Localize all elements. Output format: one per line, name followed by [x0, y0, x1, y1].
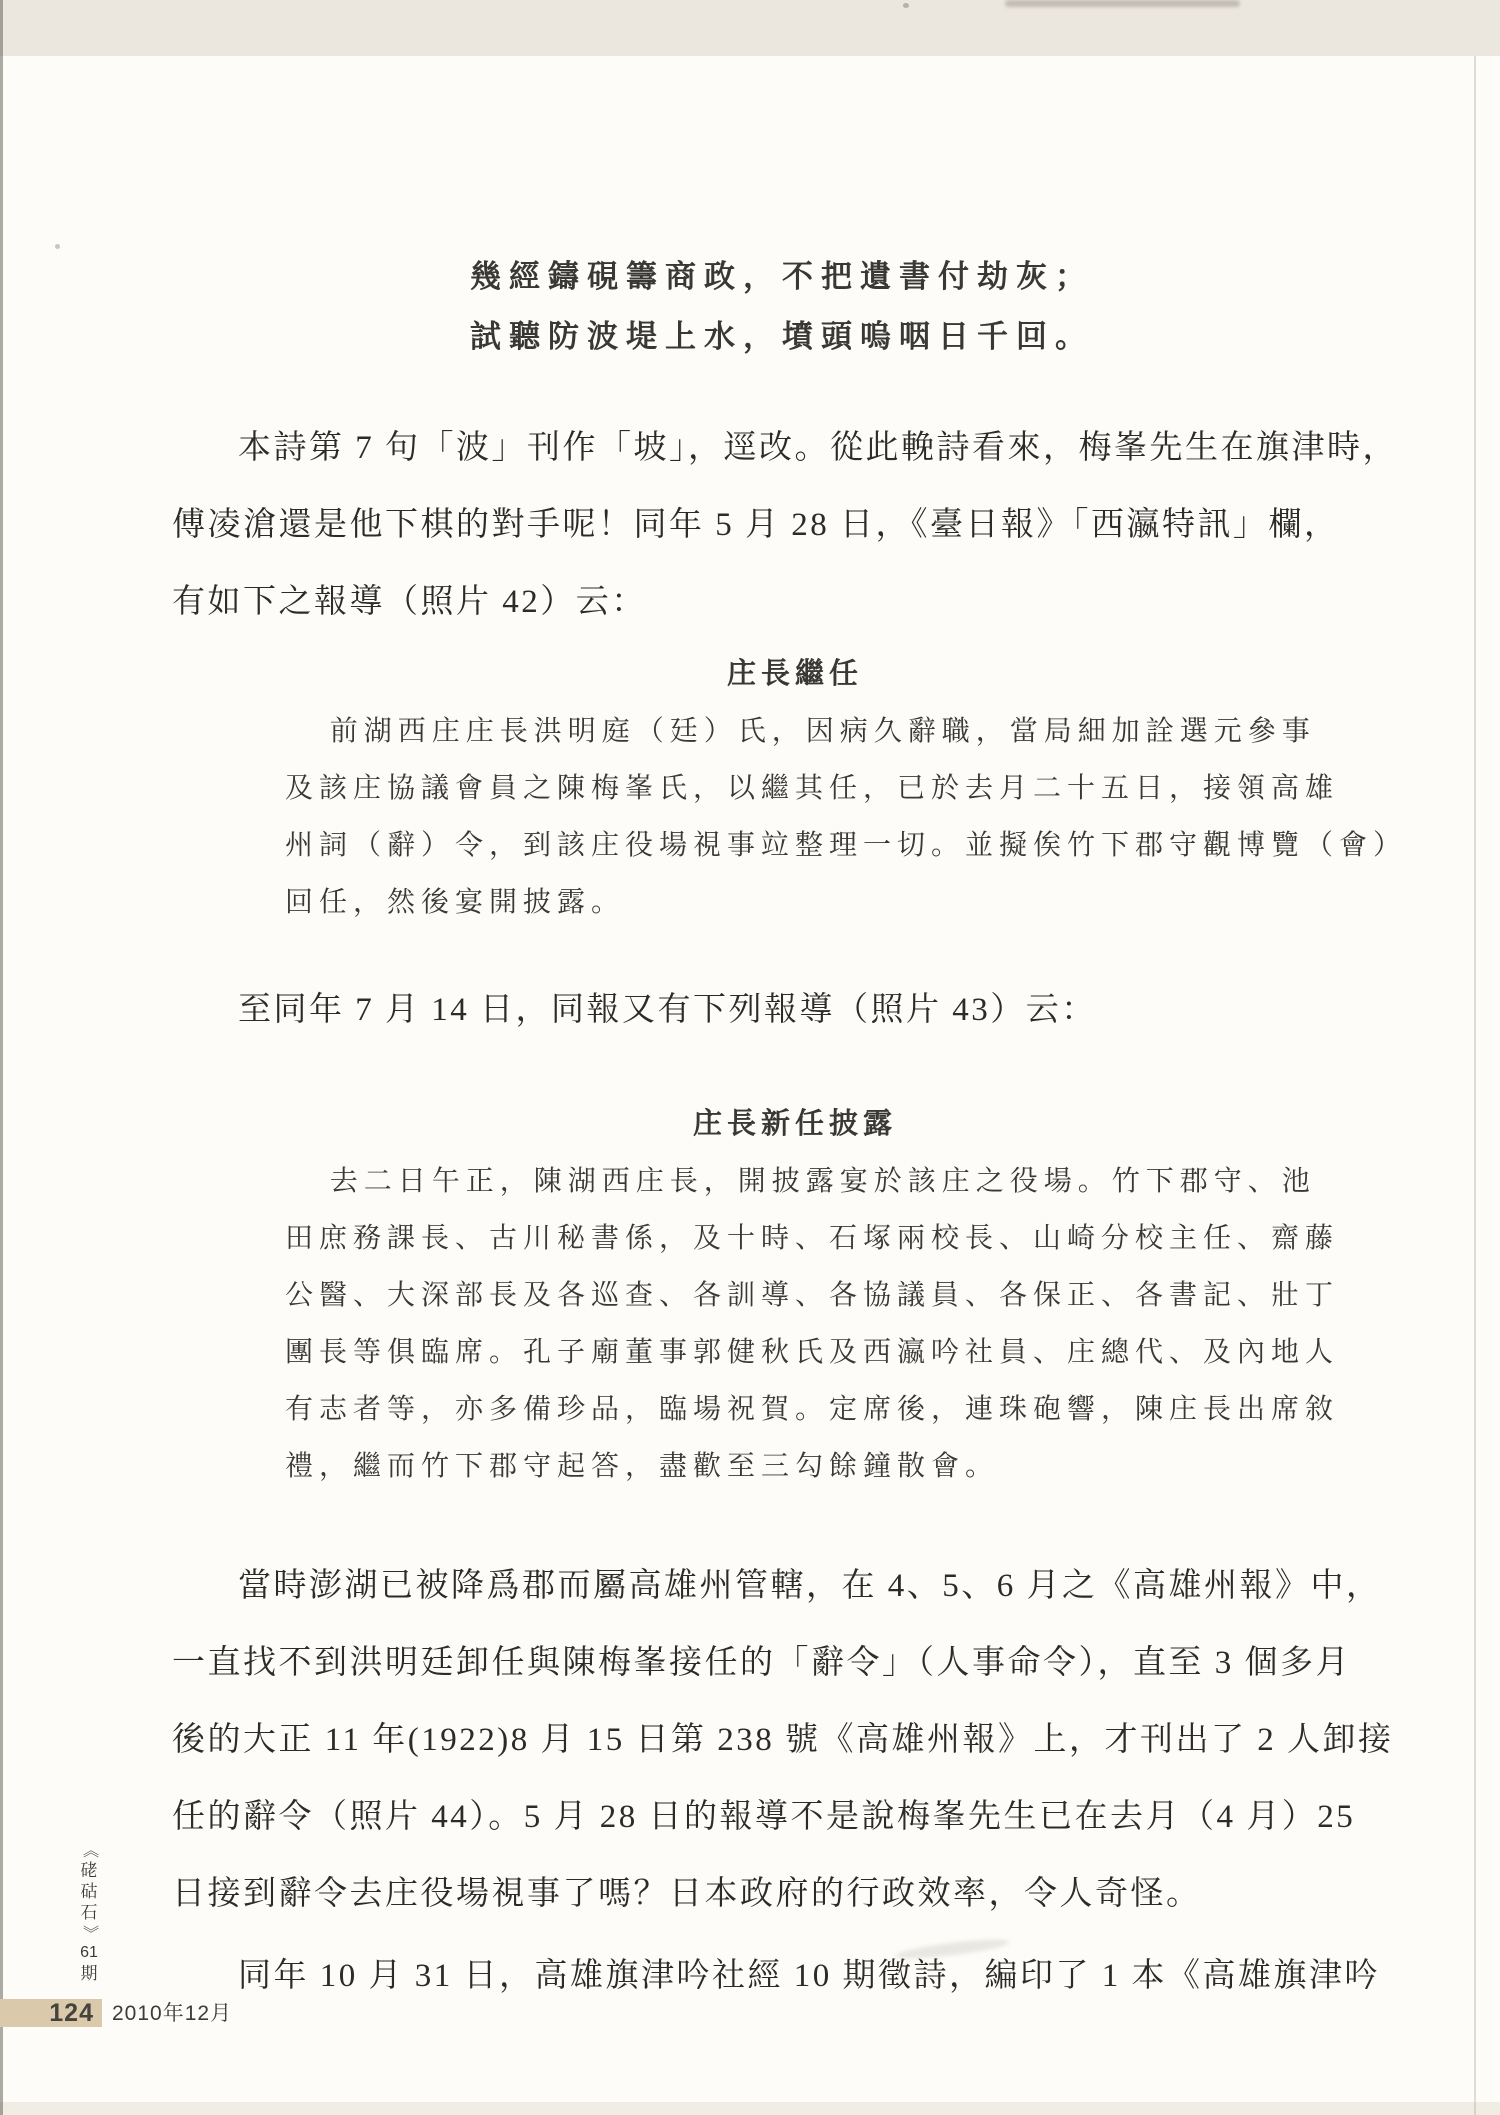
- journal-title-open-bracket: 《: [80, 1841, 98, 1859]
- journal-title-char: 石: [80, 1903, 98, 1922]
- poem-couplet: [470, 247, 1170, 367]
- body-text-line: 本詩第 7 句「波」刊作「坡」，逕改。從此輓詩看來，梅峯先生在旗津時，: [238, 430, 1398, 466]
- body-text-line: 當時澎湖已被降爲郡而屬高雄州管轄，在 4、5、6 月之《高雄州報》中，: [238, 1568, 1382, 1604]
- paragraph-3: [172, 1938, 1387, 2015]
- quote-text-line: 州詞（辭）令，到該庄役場視事竝整理一切。並擬俟竹下郡守觀博覽（會）: [285, 828, 1408, 861]
- body-text-line: 至同年 7 月 14 日，同報又有下列報導（照片 43）云：: [238, 992, 1097, 1028]
- scan-dot-margin: [55, 244, 60, 249]
- scan-smudge-top: [1005, 0, 1240, 7]
- poem-line: 幾經鑄硯籌商政，不把遺書付劫灰；: [470, 259, 1094, 295]
- quote-heading: 庄長繼任: [726, 656, 863, 690]
- quoted-report-2: [285, 1095, 1340, 1494]
- paragraph-2: [172, 1548, 1394, 1933]
- journal-title-char: 硓: [80, 1861, 98, 1880]
- body-text-line: 同年 10 月 31 日，高雄旗津吟社經 10 期徵詩，編印了 1 本《高雄旗津吟: [238, 1958, 1380, 1994]
- journal-issue-number: 61: [80, 1944, 98, 1961]
- scan-bottom-band: [0, 2102, 1500, 2115]
- page-number-badge: 124: [0, 1999, 102, 2027]
- scan-top-band: [0, 0, 1500, 56]
- issue-date: 2010年12月: [112, 2002, 233, 2025]
- journal-title-char: 𥑮: [80, 1882, 98, 1901]
- paragraph-1: [172, 410, 1398, 641]
- quote-text-line: 團長等俱臨席。孔子廟董事郭健秋氏及西瀛吟社員、庄總代、及內地人: [285, 1335, 1340, 1368]
- quote-body: [285, 1152, 1340, 1494]
- quote-text-line: 禮，繼而竹下郡守起答，盡歡至三勾餘鐘散會。: [285, 1449, 1000, 1482]
- paragraph-transition: [172, 972, 1387, 1049]
- quote-text-line: 及該庄協議會員之陳梅峯氏，以繼其任，已於去月二十五日，接領高雄: [285, 771, 1340, 804]
- quote-text-line: 公醫、大深部長及各巡查、各訓導、各協議員、各保正、各書記、壯丁: [285, 1278, 1340, 1311]
- scan-dot-top: [903, 3, 909, 8]
- body-text-line: 日接到辭令去庄役場視事了嗎？日本政府的行政效率，令人奇怪。: [172, 1876, 1202, 1912]
- poem-line: 試聽防波堤上水，墳頭嗚咽日千回。: [470, 319, 1094, 355]
- quote-text-line: 前湖西庄庄長洪明庭（廷）氏，因病久辭職，當局細加詮選元參事: [329, 714, 1316, 747]
- body-text-line: 傅凌滄還是他下棋的對手呢！同年 5 月 28 日，《臺日報》「西瀛特訊」欄，: [172, 507, 1340, 543]
- quoted-report-1: [285, 645, 1408, 930]
- scan-left-edge-line: [0, 0, 3, 2115]
- quote-heading: 庄長新任披露: [692, 1106, 897, 1140]
- quote-text-line: 田庶務課長、古川秘書係，及十時、石塚兩校長、山崎分校主任、齋藤: [285, 1221, 1340, 1254]
- journal-title-vertical: [68, 1840, 110, 1984]
- body-text-line: 任的辭令（照片 44）。5 月 28 日的報導不是說梅峯先生已在去月（4 月）25: [172, 1799, 1356, 1835]
- journal-title-close-bracket: 》: [80, 1924, 98, 1942]
- body-text-line: 一直找不到洪明廷卸任與陳梅峯接任的「辭令」（人事命令），直至 3 個多月: [172, 1645, 1351, 1681]
- body-text-line: 有如下之報導（照片 42）云：: [172, 584, 647, 620]
- quote-text-line: 回任，然後宴開披露。: [285, 885, 626, 918]
- quote-text-line: 去二日午正，陳湖西庄長，開披露宴於該庄之役場。竹下郡守、池: [329, 1164, 1316, 1197]
- scan-right-edge-line: [1474, 56, 1476, 2115]
- body-text-line: 後的大正 11 年(1922)8 月 15 日第 238 號《高雄州報》上，才刊出了 2 人卸接: [172, 1722, 1394, 1758]
- journal-issue-unit: 期: [80, 1964, 98, 1983]
- quote-body: [285, 702, 1408, 930]
- quote-text-line: 有志者等，亦多備珍品，臨場祝賀。定席後，連珠砲響，陳庄長出席敘: [285, 1392, 1340, 1425]
